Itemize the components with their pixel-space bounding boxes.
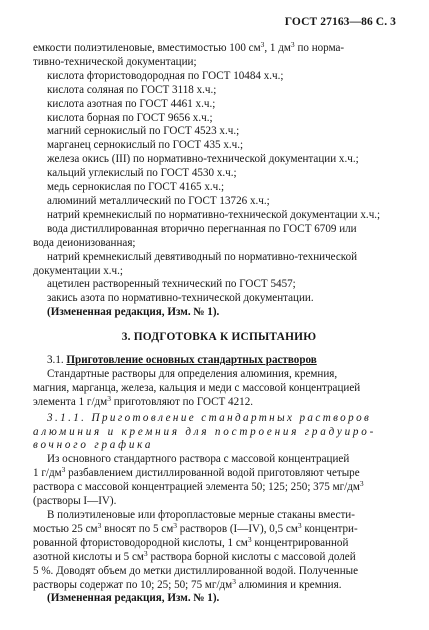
subsection-heading: 3.1. Приготовление основных стандартных растворов: [47, 354, 317, 367]
text-line: мостью 25 $см^3$ вносят по 5 $см^3$ растворов (I—IV), 0,5 $см^3$ концентри-: [33, 520, 358, 535]
text-line: 5 %. Доводят объем до метки дистиллированной водой. Полученные: [33, 564, 359, 577]
text-line: алюминия и кремния для построения градуиро-: [33, 425, 377, 438]
text-line: вочного графика: [33, 439, 154, 452]
text-line: ацетилен растворенный технический по ГОСТ 5457;: [47, 278, 296, 291]
amendment-note: (Измененная редакция, Изм. № 1).: [47, 592, 220, 605]
text-line: медь сернокислая по ГОСТ 4165 х.ч.;: [47, 181, 225, 194]
text-line: Из основного стандартного раствора с массовой концентрацией: [47, 453, 350, 466]
text-line: раствора с массовой концентрацией элемента 50; 125; 250; 375 $мг/дм^3$: [33, 479, 364, 494]
text-line: В полиэтиленовые или фторопластовые мерные стаканы вмести-: [47, 509, 355, 521]
text-line: железа окись (III) по нормативно-технической документации х.ч.;: [47, 153, 359, 166]
text-line: элемента 1 $г/дм^3$ приготовляют по ГОСТ 4212.: [33, 393, 254, 408]
section-title: 3. ПОДГОТОВКА К ИСПЫТАНИЮ: [121, 331, 317, 344]
text-line: натрий кремнекислый по нормативно-технической документации х.ч.;: [47, 208, 381, 221]
text-line: магний сернокислый по ГОСТ 4523 х.ч.;: [47, 125, 240, 138]
amendment-note: (Измененная редакция, Изм. № 1).: [47, 306, 220, 319]
text-line: Стандартные растворы для определения алюминия, кремния,: [47, 367, 338, 380]
text-line: азотной кислоты и 5 $см^3$ раствора борной кислоты с массовой долей: [33, 548, 356, 563]
page-header: ГОСТ 27163—86 С. 3: [284, 16, 396, 28]
text-line: тивно-технической документации;: [33, 55, 197, 68]
subsection-heading: 3.1.1. Приготовление стандартных растворов: [47, 411, 372, 424]
text-line: вода деионизованная;: [33, 236, 136, 249]
text-line: растворы содержат по 10; 25; 50; 75 $мг/дм^3$ алюминия и кремния.: [33, 576, 342, 591]
document-body: [33, 42, 405, 606]
text-line: марганец сернокислый по ГОСТ 435 х.ч.;: [47, 139, 244, 152]
text-line: магния, марганца, железа, кальция и меди с массовой концентрацией: [33, 381, 361, 394]
text-line: кислота борная по ГОСТ 9656 х.ч.;: [47, 111, 213, 124]
text-line: 1 $г/дм^3$ разбавлением дистиллированной водой приготовляют четыре: [33, 465, 360, 480]
text-line: закись азота по нормативно-технической документации.: [47, 292, 314, 305]
text-line: вода дистиллированная вторично перегнанная по ГОСТ 6709 или: [47, 222, 357, 235]
text-line: кислота азотная по ГОСТ 4461 х.ч.;: [47, 97, 216, 110]
text-line: кислота соляная по ГОСТ 3118 х.ч.;: [47, 83, 217, 96]
text-line: рованной фтористоводородной кислоты, 1 $см^3$ концентрированной: [33, 534, 349, 549]
text-line: емкости полиэтиленовые, вместимостью 100 $см^3$, 1 $дм^3$ по норма-: [33, 40, 345, 54]
text-line: кальций углекислый по ГОСТ 4530 х.ч.;: [47, 167, 237, 180]
text-line: документации х.ч.;: [33, 264, 123, 277]
text-line: кислота фтористоводородная по ГОСТ 10484 х.ч.;: [47, 69, 284, 82]
text-line: алюминий металлический по ГОСТ 13726 х.ч.;: [47, 194, 270, 207]
text-line: натрий кремнекислый девятиводный по нормативно-технической: [47, 250, 358, 263]
text-line: (растворы I—IV).: [33, 495, 117, 508]
